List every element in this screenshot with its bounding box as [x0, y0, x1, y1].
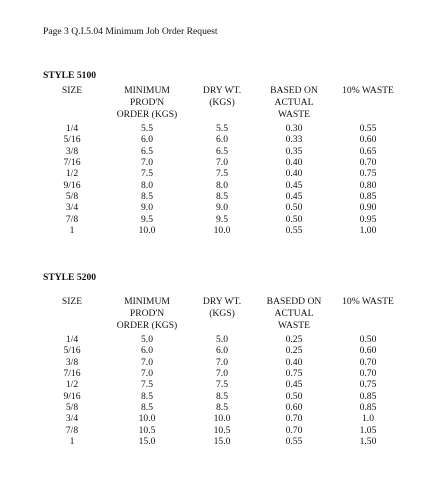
table-row: 3/4 9.0 9.0 0.50 0.90	[65, 202, 377, 214]
col-header-actual-waste: BASEDD ON ACTUAL WASTE	[266, 296, 322, 331]
table-header	[0, 85, 442, 121]
table-row: 3/4 10.0 10.0 0.70 1.0	[65, 413, 374, 425]
table-row: 1/2 7.5 7.5 0.40 0.75	[65, 168, 377, 180]
col-header-size: SIZE	[61, 85, 83, 96]
col-header-10pct-waste: 10% WASTE	[342, 85, 394, 96]
table-row: 3/8 6.5 6.5 0.35 0.65	[65, 145, 377, 157]
table-header	[0, 296, 442, 332]
table-row: 9/16 8.0 8.0 0.45 0.80	[63, 179, 377, 191]
table-row: 3/8 7.0 7.0 0.40 0.70	[65, 356, 377, 368]
table-row: 5/8 8.5 8.5 0.45 0.85	[65, 191, 377, 203]
col-header-10pct-waste: 10% WASTE	[342, 296, 394, 307]
table-row: 5/16 6.0 6.0 0.25 0.60	[63, 345, 377, 357]
table-style-5200	[0, 296, 442, 447]
section-title-style-5100: STYLE 5100	[43, 70, 97, 81]
col-header-dry-weight: DRY WT. (KGS)	[202, 296, 242, 319]
col-header-size: SIZE	[61, 296, 83, 307]
table-row: 5/8 8.5 8.5 0.60 0.85	[65, 402, 377, 414]
table-row: 9/16 8.5 8.5 0.50 0.85	[63, 390, 377, 402]
table-style-5100	[0, 85, 442, 236]
table-row: 7/16 7.0 7.0 0.75 0.70	[63, 368, 377, 380]
col-header-actual-waste: BASED ON ACTUAL WASTE	[270, 85, 318, 120]
table-row: 7/8 10.5 10.5 0.70 1.05	[65, 424, 377, 436]
table-row: 1/4 5.5 5.5 0.30 0.55	[65, 123, 377, 134]
table-row: 1 10.0 10.0 0.55 1.00	[69, 225, 377, 237]
col-header-minimum-order: MINIMUM PROD'N ORDER (KGS)	[116, 85, 178, 120]
table-row: 7/16 7.0 7.0 0.40 0.70	[63, 157, 377, 169]
table-row: 1/4 5.0 5.0 0.25 0.50	[65, 334, 377, 345]
col-header-minimum-order: MINIMUM PROD'N ORDER (KGS)	[116, 296, 178, 331]
table-row: 1 15.0 15.0 0.55 1.50	[69, 436, 377, 448]
table-row: 7/8 9.5 9.5 0.50 0.95	[65, 213, 377, 225]
section-title-style-5200: STYLE 5200	[43, 272, 97, 283]
table-row: 5/16 6.0 6.0 0.33 0.60	[63, 134, 377, 146]
col-header-dry-weight: DRY WT. (KGS)	[202, 85, 242, 108]
page-header: Page 3 Q.I.5.04 Minimum Job Order Request	[43, 26, 218, 37]
table-row: 1/2 7.5 7.5 0.45 0.75	[65, 379, 377, 391]
